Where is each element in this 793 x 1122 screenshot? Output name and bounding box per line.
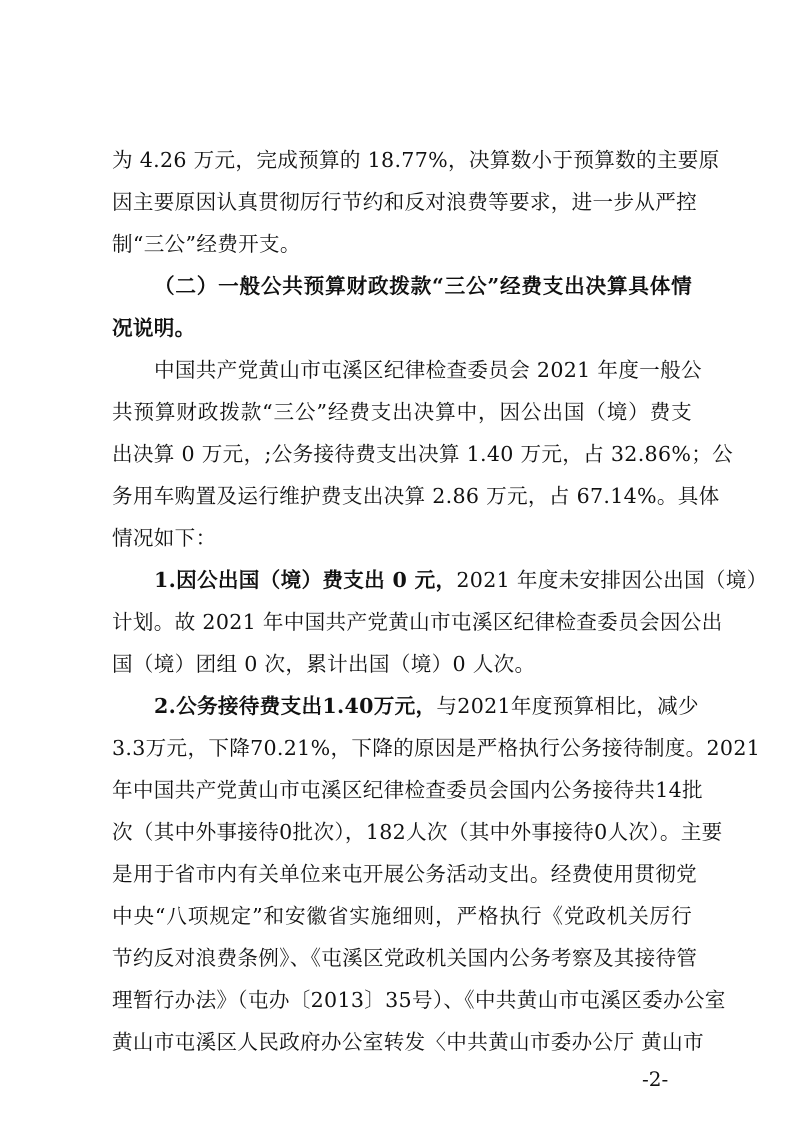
paragraph-line: 情况如下： [112,526,217,550]
paragraph-line: 中央“八项规定”和安徽省实施细则，严格执行《党政机关厉行 [112,904,692,928]
section-heading: 况说明。 [112,316,196,340]
paragraph-line: 3.3万元，下降70.21%，下降的原因是严格执行公务接待制度。2021 [112,736,761,760]
paragraph-line: 共预算财政拨款“三公”经费支出决算中，因公出国（境）费支 [112,400,692,424]
paragraph-line: 次（其中外事接待0批次），182人次（其中外事接待0人次）。主要 [112,820,723,844]
item-heading: 2.公务接待费支出1.40万元， [154,694,437,718]
paragraph-line [154,690,699,722]
page-number: -2- [642,1067,669,1091]
paragraph-line: 黄山市屯溪区人民政府办公室转发〈中共黄山市委办公厅 黄山市 [112,1030,704,1054]
paragraph-line: 务用车购置及运行维护费支出决算 2.86 万元，占 67.14%。具体 [112,484,720,508]
paragraph-line [154,564,768,596]
paragraph-line: 为 4.26 万元，完成预算的 18.77%，决算数小于预算数的主要原 [112,148,720,172]
item-heading: 1.因公出国（境）费支出 0 元， [154,568,457,592]
paragraph-line: 制“三公”经费开支。 [112,232,301,256]
item-text: 2021 年度未安排因公出国（境） [456,568,768,592]
paragraph-line: 因主要原因认真贯彻厉行节约和反对浪费等要求，进一步从严控 [112,190,698,214]
paragraph-line: 年中国共产党黄山市屯溪区纪律检查委员会国内公务接待共14批 [112,778,703,802]
paragraph-line: 是用于省市内有关单位来屯开展公务活动支出。经费使用贯彻党 [112,862,698,886]
paragraph-line: 计划。故 2021 年中国共产党黄山市屯溪区纪律检查委员会因公出 [112,610,723,634]
section-heading: （二）一般公共预算财政拨款“三公”经费支出决算具体情 [154,274,692,298]
paragraph-line: 中国共产党黄山市屯溪区纪律检查委员会 2021 年度一般公 [154,358,702,382]
item-text: 与2021年度预算相比，减少 [436,694,699,718]
paragraph-line: 理暂行办法》（屯办〔2013〕35号）、《中共黄山市屯溪区委办公室 [112,988,726,1012]
paragraph-line: 出决算 0 万元，;公务接待费支出决算 1.40 万元，占 32.86%；公 [112,442,734,466]
paragraph-line: 节约反对浪费条例》、《屯溪区党政机关国内公务考察及其接待管 [112,946,698,970]
paragraph-line: 国（境）团组 0 次，累计出国（境）0 人次。 [112,652,536,676]
